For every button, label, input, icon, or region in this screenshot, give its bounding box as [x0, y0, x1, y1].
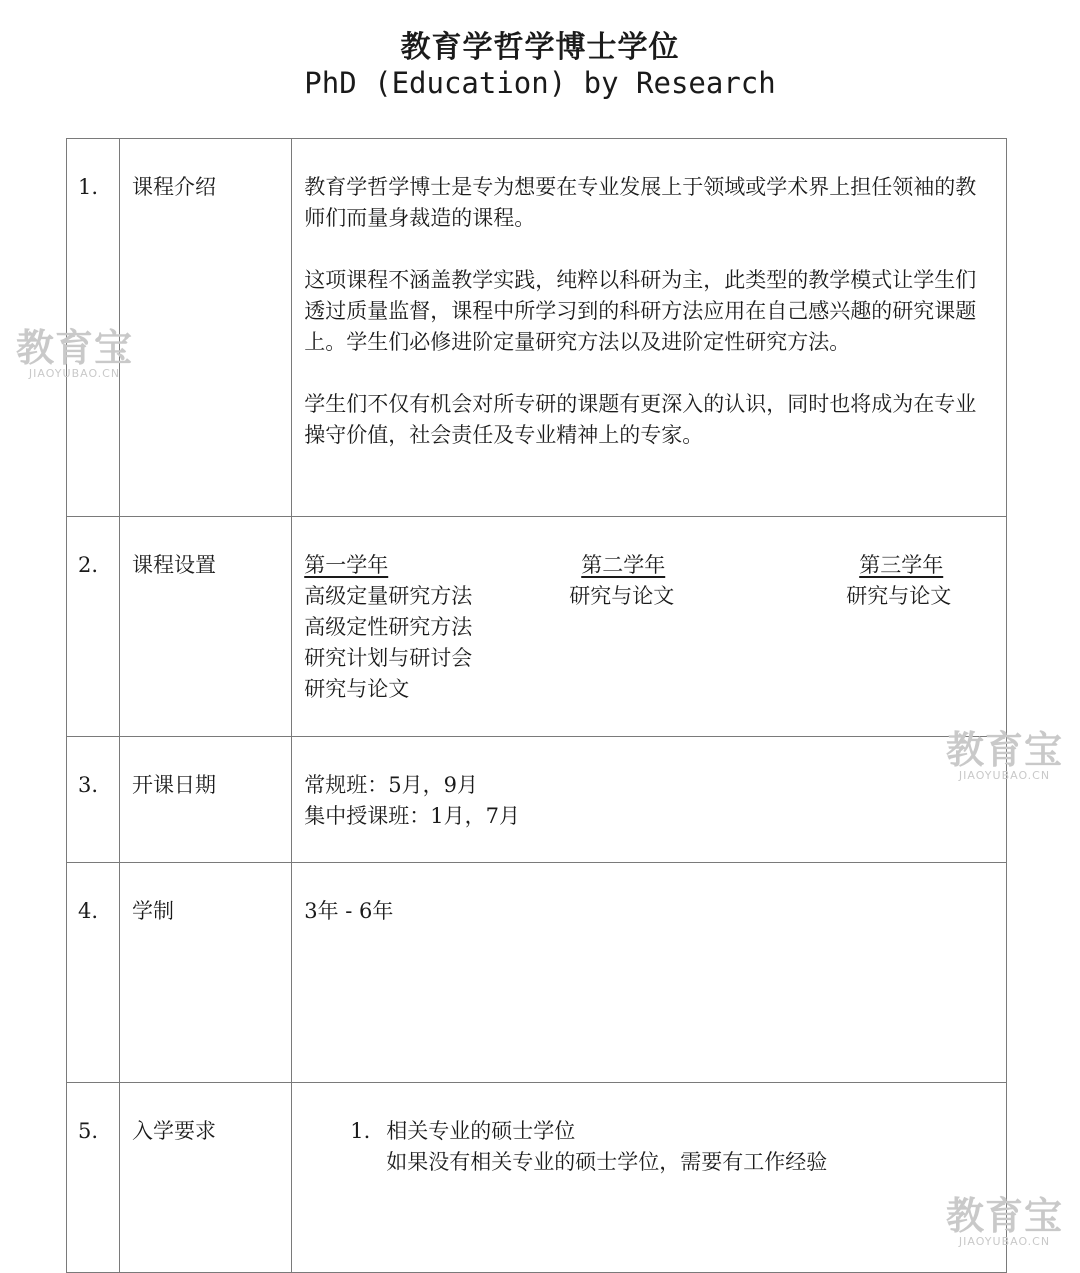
- row-label-cell: [120, 1083, 292, 1273]
- row-number: 5.: [78, 1119, 99, 1143]
- row-content-cell: [292, 1083, 1007, 1273]
- year-heading: 第二学年: [581, 553, 666, 577]
- table-row-duration: [67, 863, 1007, 1083]
- row-number-cell: [67, 863, 120, 1083]
- row-number: 4.: [78, 899, 99, 923]
- start-dates-content: [292, 737, 1006, 832]
- watermark-text: 教育宝: [946, 728, 1064, 772]
- row-number: 1.: [78, 175, 99, 199]
- row-label-cell: [120, 863, 292, 1083]
- curriculum-content: [292, 517, 1006, 710]
- course-item: 高级定性研究方法: [304, 615, 473, 639]
- watermark-text: 教育宝: [16, 326, 134, 370]
- table-row-start-dates: [67, 737, 1007, 863]
- duration-content: [292, 863, 1006, 927]
- watermark-text: 教育宝: [946, 1194, 1064, 1238]
- table-row-introduction: [67, 139, 1007, 517]
- year-two-column: [569, 550, 674, 612]
- introduction-text: [292, 139, 1006, 451]
- program-info-table: [66, 138, 1007, 1273]
- requirement-line: 相关专业的硕士学位: [386, 1119, 576, 1143]
- course-item: 研究与论文: [304, 677, 410, 701]
- course-item: 研究与论文: [846, 584, 952, 608]
- course-item: 研究计划与研讨会: [304, 646, 473, 670]
- row-label-cell: [120, 517, 292, 737]
- requirement-number: 1.: [350, 1119, 371, 1143]
- row-number-cell: [67, 737, 120, 863]
- requirement-line: 如果没有相关专业的硕士学位，需要有工作经验: [386, 1150, 828, 1174]
- document-title-english: PhD (Education) by Research: [304, 66, 776, 100]
- curriculum-years: [304, 550, 980, 710]
- row-number-cell: [67, 517, 120, 737]
- intro-paragraph: 学生们不仅有机会对所专研的课题有更深入的认识，同时也将成为在专业操守价值，社会责任及专业精神上的专家。: [304, 392, 977, 447]
- intro-paragraph: 教育学哲学博士是专为想要在专业发展上于领域或学术界上担任领袖的教师们而量身裁造的课程。: [304, 175, 977, 230]
- row-number-cell: [67, 139, 120, 517]
- course-item: 研究与论文: [569, 584, 675, 608]
- year-three-column: [846, 550, 951, 612]
- intro-paragraph: 这项课程不涵盖教学实践，纯粹以科研为主，此类型的教学模式让学生们透过质量监督，课程中所学习到的科研方法应用在自己感兴趣的研究课题上。学生们必修进阶定量研究方法以及进阶定性研究方法。: [304, 268, 977, 354]
- course-item: 高级定量研究方法: [304, 584, 473, 608]
- row-label: 开课日期: [132, 773, 217, 797]
- row-label-cell: [120, 737, 292, 863]
- row-content-cell: [292, 139, 1007, 517]
- document-title-chinese: 教育学哲学博士学位: [400, 30, 680, 65]
- start-date-line: 集中授课班：1月，7月: [304, 804, 520, 828]
- requirement-item: [304, 1116, 980, 1178]
- row-label-cell: [120, 139, 292, 517]
- row-number-cell: [67, 1083, 120, 1273]
- year-heading: 第一学年: [304, 553, 389, 577]
- row-label: 入学要求: [132, 1119, 217, 1143]
- year-heading: 第三学年: [859, 553, 944, 577]
- row-label: 课程介绍: [132, 175, 217, 199]
- row-label: 课程设置: [132, 553, 217, 577]
- table-row-curriculum: [67, 517, 1007, 737]
- row-number: 3.: [78, 773, 99, 797]
- requirements-content: [292, 1083, 1006, 1178]
- row-label: 学制: [132, 899, 175, 923]
- start-date-line: 常规班：5月，9月: [304, 773, 478, 797]
- watermark-subtext: JIAOYUBAO.CN: [958, 769, 1051, 782]
- year-one-column: [304, 550, 472, 705]
- row-content-cell: [292, 737, 1007, 863]
- row-number: 2.: [78, 553, 99, 577]
- table-row-admission-requirements: [67, 1083, 1007, 1273]
- row-content-cell: [292, 863, 1007, 1083]
- watermark-subtext: JIAOYUBAO.CN: [958, 1235, 1051, 1248]
- duration-value: 3年 - 6年: [304, 899, 394, 923]
- row-content-cell: [292, 517, 1007, 737]
- watermark-subtext: JIAOYUBAO.CN: [28, 367, 121, 380]
